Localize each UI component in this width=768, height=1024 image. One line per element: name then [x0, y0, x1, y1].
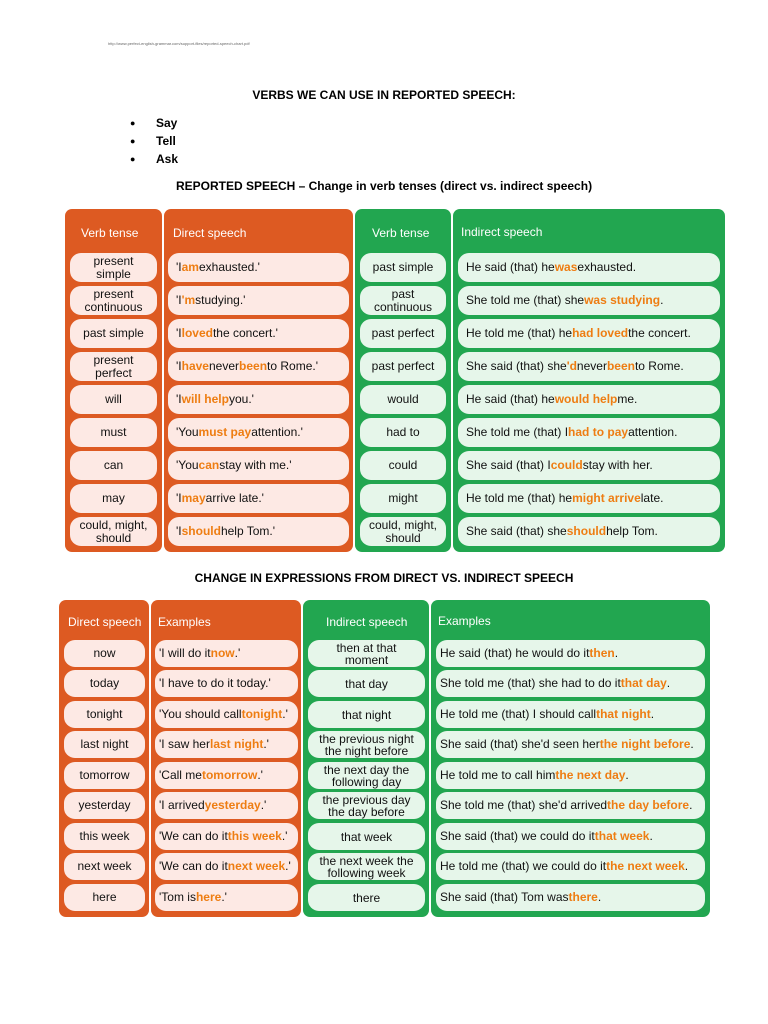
cell-text: 'I — [176, 326, 182, 340]
cell-text: will — [105, 392, 122, 406]
indirect-expression-cell — [308, 640, 425, 667]
indirect-speech-cell — [458, 517, 720, 546]
indirect-expression-cell — [308, 853, 425, 880]
direct-speech-cell — [168, 451, 349, 480]
highlighted-text: now — [210, 646, 235, 660]
cell-text: to Rome.' — [267, 359, 319, 373]
cell-text: the previous night the night before — [319, 731, 414, 758]
indirect-speech-cell — [458, 451, 720, 480]
indirect-example-cell — [436, 701, 705, 728]
cell-text: stay with me.' — [219, 458, 292, 472]
highlighted-text: might arrive — [572, 491, 641, 505]
indirect-speech-cell — [458, 385, 720, 414]
reported-tense-cell — [360, 418, 446, 447]
cell-text: .' — [234, 646, 241, 660]
direct-expression-cell — [64, 731, 145, 758]
cell-text: you.' — [228, 392, 254, 406]
direct-speech-cell — [168, 517, 349, 546]
verb-tense-cell — [70, 352, 157, 381]
cell-text: this week — [79, 829, 130, 843]
cell-text: 'I — [176, 260, 182, 274]
cell-text: .' — [263, 737, 269, 751]
highlighted-text: 'd — [566, 359, 577, 373]
cell-text: had to — [386, 425, 420, 439]
highlighted-text: that day — [620, 676, 667, 690]
expressions-heading: CHANGE IN EXPRESSIONS FROM DIRECT VS. INDIRECT SPEECH — [194, 571, 574, 585]
highlighted-text: may — [181, 491, 206, 505]
cell-text: She told me (that) she — [466, 293, 585, 307]
column-header: Examples — [158, 615, 211, 629]
cell-text: help Tom. — [606, 524, 658, 538]
cell-text: present perfect — [93, 352, 134, 380]
cell-text: She said (that) she — [466, 524, 567, 538]
highlighted-text: had to pay — [568, 425, 629, 439]
cell-text: never — [576, 359, 607, 373]
highlighted-text: yesterday — [204, 798, 261, 812]
cell-text: She said (that) we could do it — [440, 829, 595, 843]
highlighted-text: 'm — [181, 293, 196, 307]
highlighted-text: should — [566, 524, 607, 538]
cell-text: She told me (that) she had to do it — [440, 676, 621, 690]
cell-text: the next week the following week — [319, 853, 414, 880]
cell-text: past perfect — [371, 359, 435, 373]
cell-text: tomorrow — [79, 768, 130, 782]
cell-text: 'I arrived — [159, 798, 205, 812]
verb-tense-cell — [70, 451, 157, 480]
indirect-expression-cell — [308, 701, 425, 728]
highlighted-text: there — [568, 890, 598, 904]
cell-text: She said (that) she — [466, 359, 567, 373]
column-header: Verb tense — [372, 226, 430, 240]
cell-text: He told me (that) we could do it — [440, 859, 607, 873]
cell-text: 'I will do it — [159, 646, 211, 660]
column-header: Direct speech — [68, 615, 142, 629]
cell-text: tonight — [86, 707, 123, 721]
indirect-example-cell — [436, 762, 705, 789]
cell-text: He said (that) he — [466, 392, 555, 406]
cell-text: He told me to call him — [440, 768, 556, 782]
cell-text: then at that moment — [336, 640, 397, 667]
cell-text: present simple — [93, 253, 134, 281]
indirect-expression-cell — [308, 670, 425, 697]
direct-expression-cell — [64, 670, 145, 697]
direct-expression-cell — [64, 823, 145, 850]
cell-text: past simple — [83, 326, 144, 340]
cell-text: 'Tom is — [159, 890, 196, 904]
verb-tense-cell — [70, 286, 157, 315]
direct-expression-cell — [64, 701, 145, 728]
highlighted-text: that night — [596, 707, 651, 721]
cell-text: 'Call me — [159, 768, 202, 782]
cell-text: now — [93, 646, 116, 660]
direct-example-cell — [155, 853, 298, 880]
indirect-example-cell — [436, 884, 705, 911]
cell-text: .' — [282, 707, 288, 721]
direct-example-cell — [155, 762, 298, 789]
direct-speech-cell — [168, 286, 349, 315]
highlighted-text: the day before — [607, 798, 690, 812]
verb-tense-cell — [70, 385, 157, 414]
direct-expression-cell — [64, 884, 145, 911]
cell-text: exhausted. — [577, 260, 637, 274]
cell-text: to Rome. — [634, 359, 684, 373]
cell-text: would — [387, 392, 419, 406]
direct-example-cell — [155, 792, 298, 819]
cell-text: 'I — [176, 491, 182, 505]
direct-speech-cell — [168, 418, 349, 447]
cell-text: 'I have to do it today.' — [159, 676, 271, 690]
cell-text: . — [684, 859, 689, 873]
cell-text: 'You — [176, 458, 199, 472]
highlighted-text: the night before — [599, 737, 691, 751]
cell-text: . — [597, 890, 602, 904]
direct-speech-cell — [168, 484, 349, 513]
indirect-speech-cell — [458, 418, 720, 447]
highlighted-text: must pay — [198, 425, 252, 439]
indirect-example-cell — [436, 792, 705, 819]
cell-text: might — [388, 491, 418, 505]
indirect-example-cell — [436, 640, 705, 667]
highlighted-text: am — [181, 260, 199, 274]
highlighted-text: been — [606, 359, 635, 373]
cell-text: studying.' — [195, 293, 246, 307]
cell-text: .' — [281, 829, 288, 843]
column-header: Verb tense — [81, 226, 139, 240]
cell-text: 'You should call — [159, 707, 242, 721]
cell-text: there — [352, 890, 381, 905]
cell-text: attention.' — [251, 425, 303, 439]
reported-tense-cell — [360, 517, 446, 546]
indirect-example-cell — [436, 853, 705, 880]
direct-speech-cell — [168, 385, 349, 414]
cell-text: that day — [345, 676, 388, 691]
cell-text: never — [208, 359, 240, 373]
indirect-speech-cell — [458, 286, 720, 315]
cell-text: here — [92, 890, 117, 904]
highlighted-text: tomorrow — [201, 768, 258, 782]
reported-tense-cell — [360, 253, 446, 282]
cell-text: She told me (that) I — [466, 425, 569, 439]
indirect-speech-cell — [458, 253, 720, 282]
highlighted-text: have — [181, 359, 209, 373]
direct-expression-cell — [64, 762, 145, 789]
cell-text: the concert.' — [212, 326, 278, 340]
verb-tense-cell — [70, 253, 157, 282]
cell-text: me. — [617, 392, 638, 406]
cell-text: 'I saw her — [159, 737, 210, 751]
highlighted-text: this week — [227, 829, 282, 843]
highlighted-text: here — [195, 890, 222, 904]
cell-text: the concert. — [628, 326, 691, 340]
cell-text: . — [660, 293, 664, 307]
highlighted-text: was studying — [584, 293, 661, 307]
direct-speech-cell — [168, 352, 349, 381]
cell-text: the next day the following day — [323, 762, 410, 789]
reported-tense-cell — [360, 451, 446, 480]
cell-text: .' — [260, 798, 267, 812]
highlighted-text: next week — [227, 859, 286, 873]
column-header: Indirect speech — [326, 615, 408, 629]
column-header: Indirect speech — [461, 225, 543, 239]
indirect-expression-cell — [308, 731, 425, 758]
indirect-example-cell — [436, 823, 705, 850]
highlighted-text: had loved — [572, 326, 629, 340]
source-url[interactable]: http://www.perfect-english-grammar.com/support-files/reported-speech-chart.pdf — [108, 41, 250, 46]
highlighted-text: would help — [554, 392, 618, 406]
cell-text: next week — [77, 859, 132, 873]
cell-text: could, might, should — [368, 517, 438, 545]
highlighted-text: that week — [594, 829, 650, 843]
direct-example-cell — [155, 640, 298, 667]
cell-text: She told me (that) she'd arrived — [440, 798, 608, 812]
column-header: Direct speech — [173, 226, 247, 240]
cell-text: .' — [257, 768, 263, 782]
indirect-expression-cell — [308, 823, 425, 850]
cell-text: He told me (that) he — [466, 326, 573, 340]
list-item: ● Say — [130, 114, 178, 132]
indirect-speech-cell — [458, 484, 720, 513]
cell-text: She said (that) she'd seen her — [440, 737, 600, 751]
cell-text: may — [102, 491, 125, 505]
highlighted-text: could — [550, 458, 583, 472]
cell-text: stay with her. — [582, 458, 653, 472]
indirect-speech-cell — [458, 319, 720, 348]
cell-text: She said (that) Tom was — [440, 890, 569, 904]
cell-text: 'I — [176, 293, 182, 307]
cell-text: last night — [80, 737, 129, 751]
cell-text: He told me (that) he — [466, 491, 573, 505]
cell-text: today — [89, 676, 120, 690]
cell-text: 'We can do it — [159, 859, 228, 873]
cell-text: that week — [340, 829, 393, 844]
verb-tense-cell — [70, 517, 157, 546]
cell-text: He said (that) he — [466, 260, 555, 274]
cell-text: . — [649, 829, 653, 843]
highlighted-text: will help — [181, 392, 229, 406]
indirect-example-cell — [436, 731, 705, 758]
cell-text: .' — [221, 890, 227, 904]
reported-tense-cell — [360, 484, 446, 513]
indirect-example-cell — [436, 670, 705, 697]
cell-text: 'I — [176, 392, 182, 406]
reported-tense-cell — [360, 385, 446, 414]
direct-example-cell — [155, 823, 298, 850]
indirect-expression-cell — [308, 884, 425, 911]
highlighted-text: should — [181, 524, 221, 538]
cell-text: the previous day the day before — [322, 792, 411, 819]
cell-text: past perfect — [371, 326, 435, 340]
list-item: ● Ask — [130, 150, 178, 168]
direct-expression-cell — [64, 853, 145, 880]
cell-text: . — [666, 676, 671, 690]
highlighted-text: can — [198, 458, 220, 472]
column-header: Examples — [438, 614, 491, 628]
highlighted-text: the next week — [606, 859, 685, 873]
cell-text: arrive late.' — [205, 491, 264, 505]
cell-text: yesterday — [78, 798, 131, 812]
cell-text: present continuous — [84, 286, 143, 314]
cell-text: attention. — [628, 425, 678, 439]
cell-text: .' — [285, 859, 291, 873]
cell-text: She said (that) I — [466, 458, 551, 472]
indirect-expression-cell — [308, 762, 425, 789]
verb-tense-cell — [70, 484, 157, 513]
cell-text: could, might, should — [79, 517, 148, 545]
cell-text: must — [100, 425, 127, 439]
verbs-list — [130, 114, 178, 168]
direct-speech-cell — [168, 319, 349, 348]
reported-tense-cell — [360, 319, 446, 348]
cell-text: . — [614, 646, 619, 660]
cell-text: that night — [341, 707, 392, 722]
direct-speech-cell — [168, 253, 349, 282]
direct-expression-cell — [64, 792, 145, 819]
verb-tense-cell — [70, 319, 157, 348]
list-item: ● Tell — [130, 132, 178, 150]
indirect-speech-cell — [458, 352, 720, 381]
highlighted-text: last night — [209, 737, 264, 751]
indirect-expression-cell — [308, 792, 425, 819]
cell-text: 'I — [176, 524, 182, 538]
cell-text: late. — [640, 491, 664, 505]
cell-text: can — [103, 458, 124, 472]
highlighted-text: loved — [181, 326, 213, 340]
cell-text: . — [690, 737, 694, 751]
reported-tense-cell — [360, 352, 446, 381]
cell-text: 'I — [176, 359, 182, 373]
cell-text: past continuous — [373, 286, 433, 314]
cell-text: . — [625, 768, 629, 782]
verb-tense-cell — [70, 418, 157, 447]
cell-text: 'You — [176, 425, 199, 439]
cell-text: exhausted.' — [198, 260, 260, 274]
tenses-heading: REPORTED SPEECH – Change in verb tenses (direct vs. indirect speech) — [175, 179, 593, 193]
highlighted-text: the next day — [555, 768, 626, 782]
verbs-heading: VERBS WE CAN USE IN REPORTED SPEECH: — [252, 88, 516, 102]
cell-text: past simple — [372, 260, 434, 274]
cell-text: 'We can do it — [159, 829, 228, 843]
direct-expression-cell — [64, 640, 145, 667]
highlighted-text: was — [554, 260, 578, 274]
cell-text: He said (that) he would do it — [440, 646, 590, 660]
cell-text: help Tom.' — [220, 524, 276, 538]
highlighted-text: tonight — [241, 707, 283, 721]
cell-text: . — [689, 798, 693, 812]
highlighted-text: then — [589, 646, 615, 660]
highlighted-text: been — [239, 359, 268, 373]
direct-example-cell — [155, 701, 298, 728]
direct-example-cell — [155, 670, 298, 697]
cell-text: . — [650, 707, 655, 721]
direct-example-cell — [155, 884, 298, 911]
direct-example-cell — [155, 731, 298, 758]
cell-text: could — [388, 458, 418, 472]
cell-text: He told me (that) I should call — [440, 707, 597, 721]
reported-tense-cell — [360, 286, 446, 315]
